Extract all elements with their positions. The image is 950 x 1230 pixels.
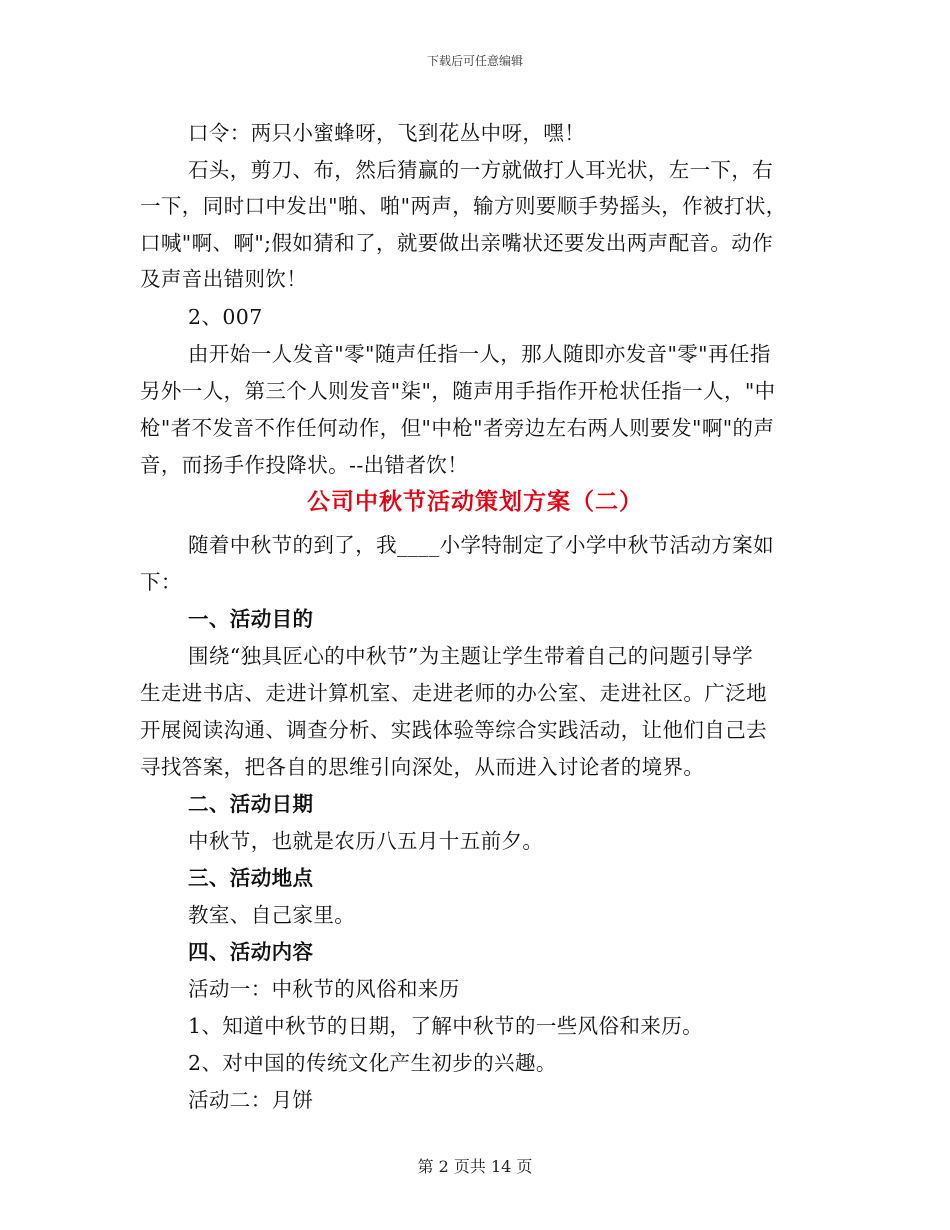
section-heading: 三、活动地点 <box>188 866 314 890</box>
document-title: 公司中秋节活动策划方案（二） <box>307 488 643 515</box>
body-line: 由开始一人发音"零"随声任指一人，那人随即亦发音"零"再任指 <box>188 342 771 366</box>
body-line: 1、知道中秋节的日期，了解中秋节的一些风俗和来历。 <box>188 1014 704 1038</box>
body-line: 活动二：月饼 <box>188 1088 314 1112</box>
body-line: 及声音出错则饮！ <box>140 267 308 291</box>
body-line: 一下，同时口中发出"啪、啪"两声，输方则要顺手势摇头，作被打状， <box>140 194 787 218</box>
section-heading: 二、活动日期 <box>188 792 314 816</box>
body-line: 寻找答案，把各自的思维引向深处，从而进入讨论者的境界。 <box>140 755 705 779</box>
page-footer: 第 2 页共 14 页 <box>417 1157 533 1176</box>
body-line: 教室、自己家里。 <box>188 903 356 927</box>
body-line: 生走进书店、走进计算机室、走进老师的办公室、走进社区。广泛地 <box>140 681 767 705</box>
body-line: 中秋节，也就是农历八五月十五前夕。 <box>188 829 544 853</box>
body-line: 另外一人，第三个人则发音"柒"，随声用手指作开枪状任指一人，"中 <box>140 379 776 403</box>
body-line: 随着中秋节的到了，我____小学特制定了小学中秋节活动方案如 <box>188 533 774 557</box>
section-heading: 四、活动内容 <box>188 940 314 964</box>
body-line: 枪"者不发音不作任何动作，但"中枪"者旁边左右两人则要发"啊"的声 <box>140 416 775 440</box>
body-line: 开展阅读沟通、调查分析、实践体验等综合实践活动，让他们自己去 <box>140 718 767 742</box>
body-line: 围绕“独具匠心的中秋节”为主题让学生带着自己的问题引导学 <box>188 644 754 668</box>
list-item-number: 2、007 <box>188 305 263 329</box>
body-line: 2、对中国的传统文化产生初步的兴趣。 <box>188 1051 557 1075</box>
body-line: 口喊"啊、啊";假如猜和了，就要做出亲嘴状还要发出两声配音。动作 <box>140 231 774 255</box>
body-line: 石头，剪刀、布，然后猜赢的一方就做打人耳光状，左一下，右 <box>188 158 774 182</box>
body-line: 口令：两只小蜜蜂呀，飞到花丛中呀，嘿！ <box>188 121 586 145</box>
page-header: 下载后可任意编辑 <box>426 54 523 68</box>
body-line: 活动一：中秋节的风俗和来历 <box>188 977 460 1001</box>
body-line: 音，而扬手作投降状。--出错者饮！ <box>140 453 469 477</box>
section-heading: 一、活动目的 <box>188 607 314 631</box>
body-line: 下： <box>140 570 182 594</box>
